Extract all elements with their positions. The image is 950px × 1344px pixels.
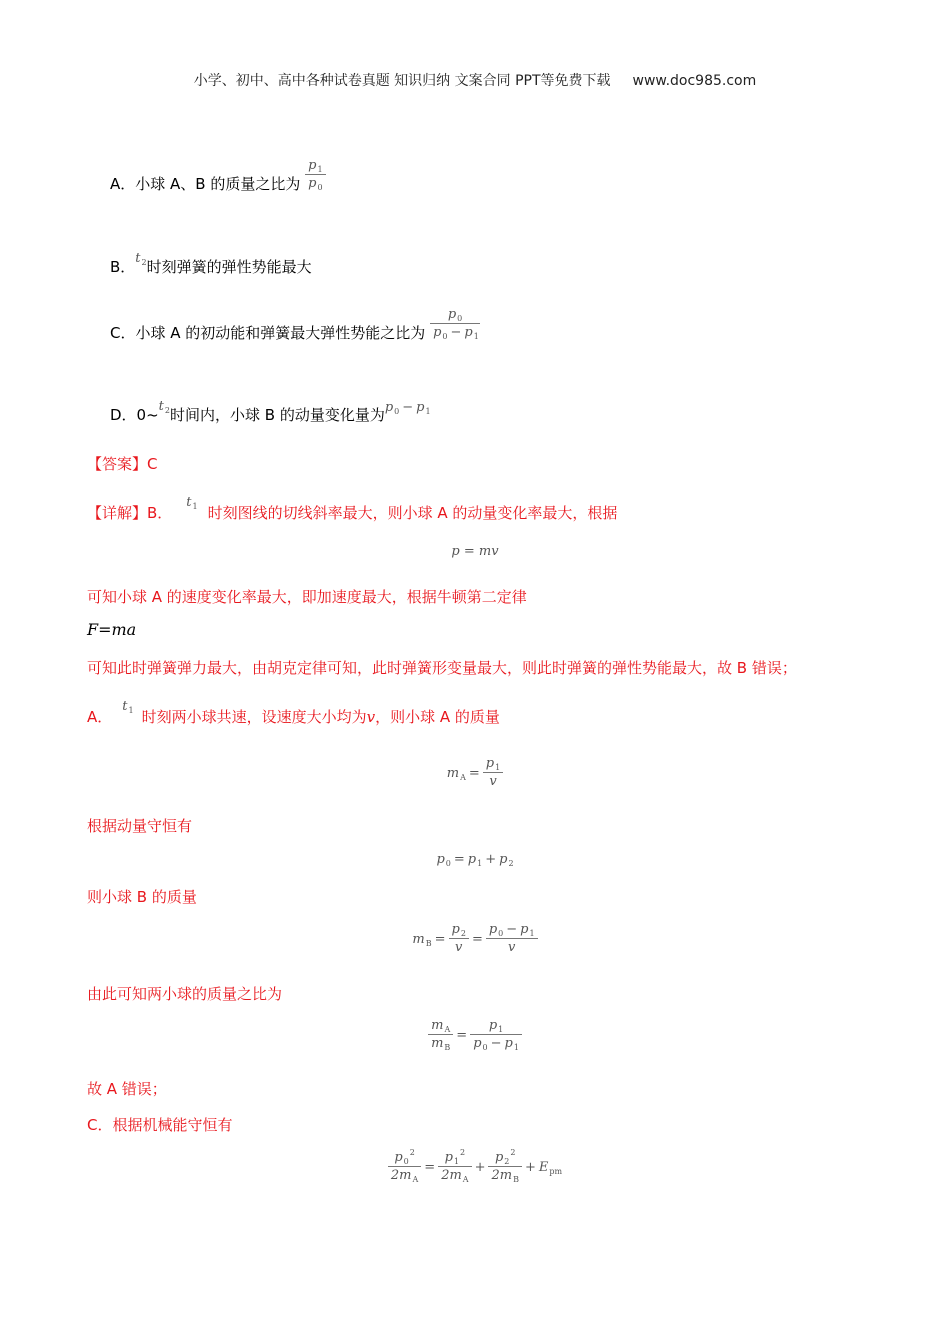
equation-p-mv: p = mv [451,544,499,559]
equation-mass-ratio: $\frac{m_A}{m_B}$ = $\frac{p_1}{p_0 - p_1}$ [0,1018,950,1051]
equation-energy: $\frac{p_0^2}{2m_A}$ = $\frac{p_1^2}{2m_A}$ + $\frac{p_2^2}{2m_B}$ + $E_{pm}$ [0,1150,950,1183]
detail-a-t1: $t_1$ [122,699,134,715]
detail-line-3: 可知此时弹簧弹力最大，由胡克定律可知，此时弹簧形变量最大，则此时弹簧的弹性势能最大，故 B 错误； [87,659,797,677]
detail-line-4: A．$t_1$ 时刻两小球共速，设速度大小均为v，则小球 A 的质量 [87,699,500,726]
option-b: B．$t_2$时刻弹簧的弹性势能最大 [110,251,312,276]
option-a-text: A．小球 A、B 的质量之比为 [110,175,301,193]
detail-t1: $t_1$ [186,495,198,511]
answer-line: 【答案】C [87,455,158,473]
detail-line-8: 故 A 错误； [87,1080,167,1098]
detail-line-1: 【详解】B．$t_1$ 时刻图线的切线斜率最大，则小球 A 的动量变化率最大，根据 [87,495,618,522]
equation-momentum: $p_0 = p_1 + p_2$ [436,852,514,868]
detail-line-5: 根据动量守恒有 [87,817,193,835]
option-b-t2: $t_2$ [135,251,147,267]
detail-line-2: 可知小球 A 的速度变化率最大，即加速度最大，根据牛顿第二定律 [87,588,527,606]
equation-mb: $m_B$ = $\frac{p_2}{v}$ = $\frac{p_0 - p_1}{v}$ [0,922,950,955]
option-d-t2: $t_2$ [158,399,170,415]
option-d: D．$0\sim t_2$时间内，小球 B 的动量变化量为$p_0 - p_1$ [110,399,431,424]
option-a-fraction: $\frac{p_1}{p_0}$ [305,158,325,191]
option-a [110,158,326,191]
option-c-fraction: $\frac{p_0}{p_0 - p_1}$ [430,307,480,340]
option-c: C．小球 A 的初动能和弹簧最大弹性势能之比为 $\frac{p_0}{p_0 - p_1}$ [110,307,479,342]
detail-line-7: 由此可知两小球的质量之比为 [87,985,283,1003]
page-header [0,70,950,90]
equation-ma: $m_A$ = $\frac{p_1}{v}$ [0,756,950,789]
option-d-expression: $p_0 - p_1$ [384,400,431,416]
detail-line-9: C．根据机械能守恒有 [87,1116,233,1134]
equation-f-ma: F=ma [87,620,137,639]
header-text: 小学、初中、高中各种试卷真题 知识归纳 文案合同 PPT等免费下载 [193,73,611,89]
detail-line-6: 则小球 B 的质量 [87,888,197,906]
header-url: www.doc985.com [632,73,757,89]
